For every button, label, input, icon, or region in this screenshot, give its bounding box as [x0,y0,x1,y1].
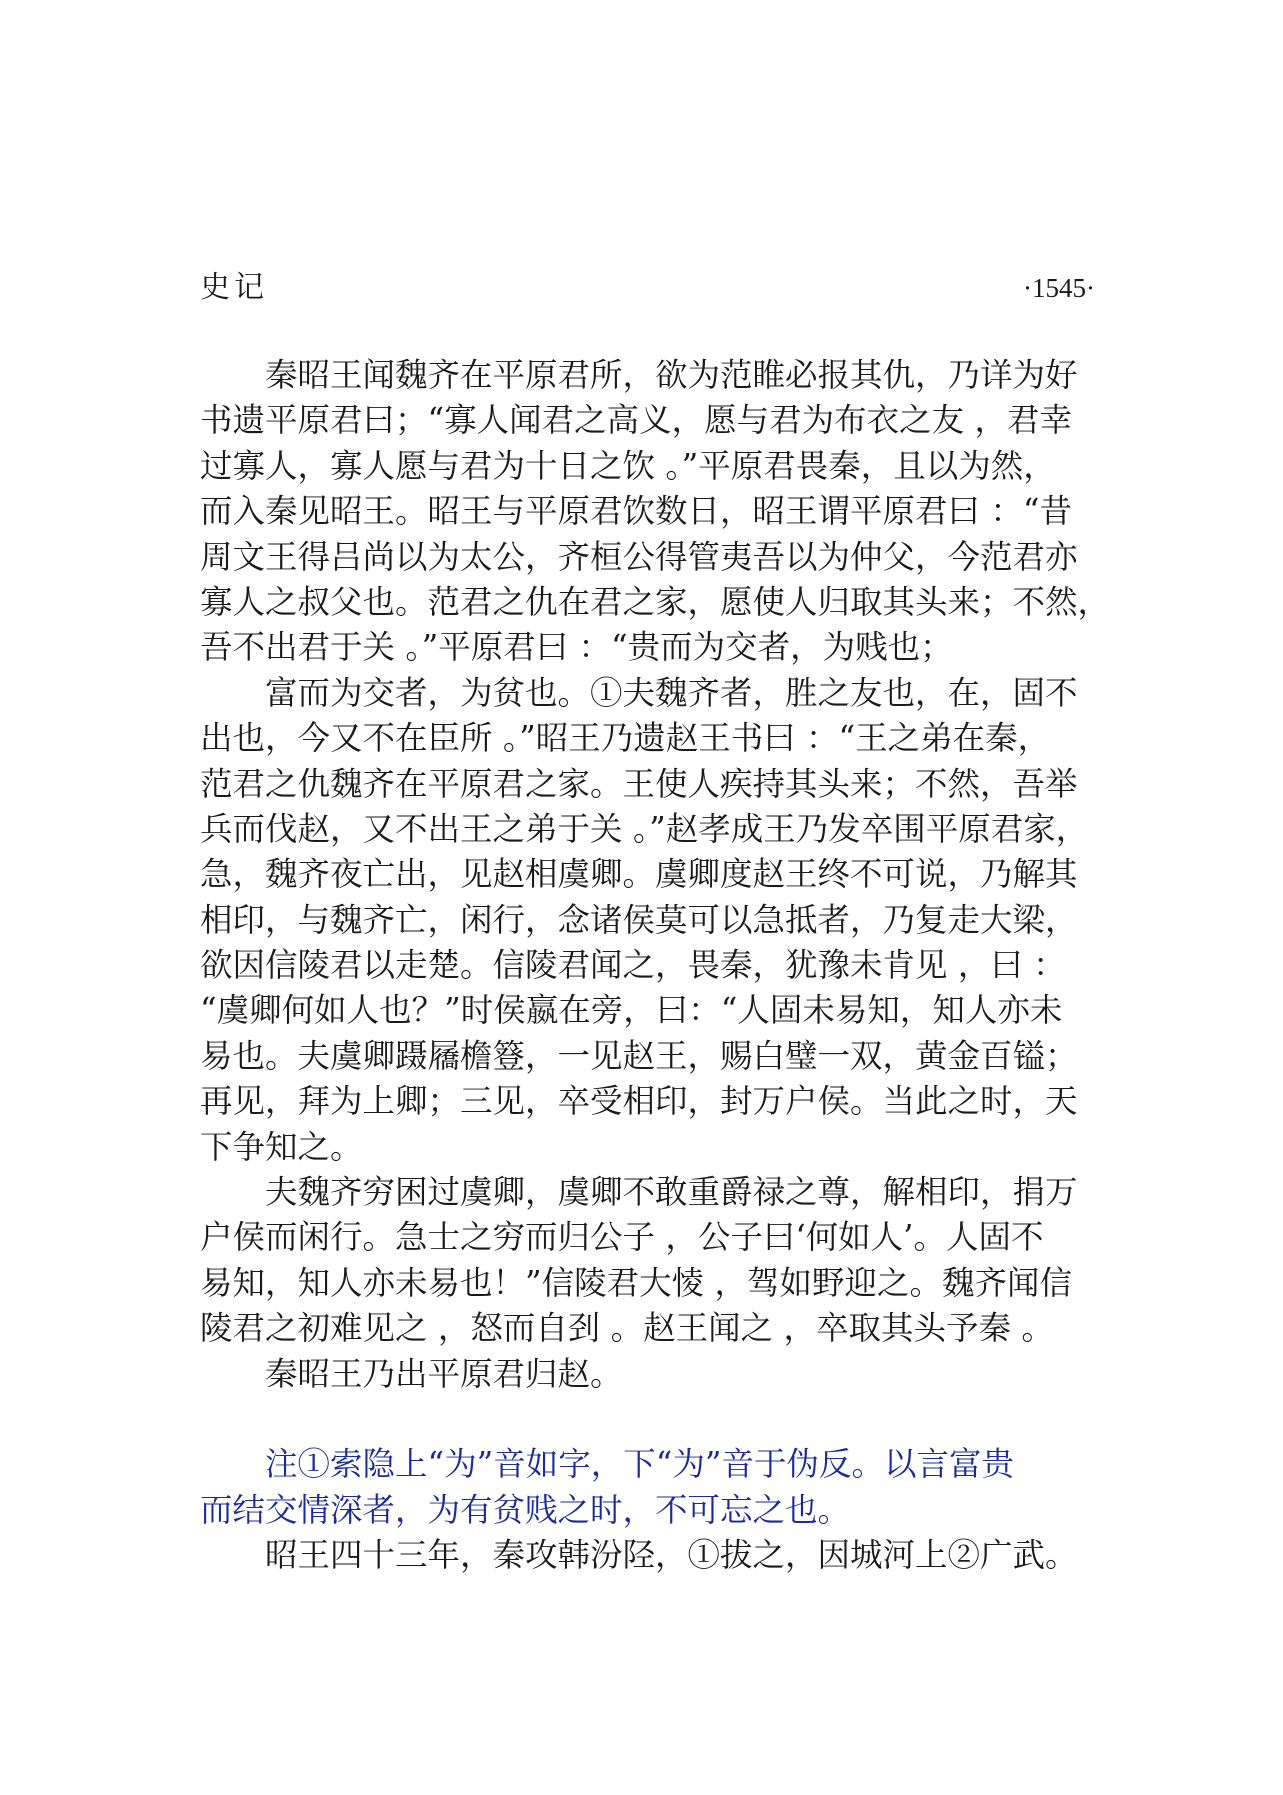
text-line: 夫魏齐穷困过虞卿，虞卿不敢重爵禄之尊，解相印，捐万 [265,1173,1078,1212]
text-line: 易也。夫虞卿蹑屩檐簦，一见赵王，赐白璧一双，黄金百镒； [200,1036,1078,1075]
text-line: “虞卿何如人也？”时侯嬴在旁，曰：“人固未易知，知人亦未 [200,991,1063,1030]
text-line: 过寡人，寡人愿与君为十日之饮 。”平原君畏秦，且以为然， [200,446,1056,485]
text-line: 书遗平原君曰；“寡人闻君之高义，愿与君为布衣之友 ，君幸 [200,401,1072,440]
text-line: 相印，与魏齐亡，闲行，念诸侯莫可以急抵者，乃复走大梁， [200,900,1078,939]
text-line: 急，魏齐夜亡出，见赵相虞卿。虞卿度赵王终不可说，乃解其 [200,855,1078,894]
blank-line [200,1397,1095,1442]
footnote-line: 而结交情深者，为有贫贱之时，不可忘之也。 [200,1490,851,1529]
text-line: 吾不出君于关 。”平原君曰 ：“贵而为交者，为贱也； [200,628,953,667]
text-line: 欲因信陵君以走楚。信陵君闻之，畏秦，犹豫未肯见 ，曰 ： [200,946,1066,985]
book-title: 史记 [200,270,268,305]
text-line: 兵而伐赵，又不出王之弟于关 。”赵孝成王乃发卒围平原君家， [200,809,1089,848]
text-line: 秦昭王闻魏齐在平原君所，欲为范睢必报其仇，乃详为好 [265,356,1078,394]
text-line: 出也，今又不在臣所 。”昭王乃遗赵王书曰 ：“王之弟在秦， [200,719,1051,758]
text-line: 周文王得吕尚以为太公，齐桓公得管夷吾以为仲父，今范君亦 [200,537,1078,576]
footnote-line: 注①索隐上“为”音如字，下“为”音于伪反。以言富贵 [265,1445,1014,1484]
text-line: 陵君之初难见之 ，怒而自刭 。赵王闻之 ，卒取其头予秦 。 [200,1309,1054,1348]
text-line: 富而为交者，为贫也。①夫魏齐者，胜之友也，在，固不 [265,673,1078,712]
text-line: 户侯而闲行。急士之穷而归公子 ，公子曰‘何如人’。人固不 [200,1218,1044,1257]
text-line: 再见，拜为上卿；三见，卒受相印，封万户侯。当此之时，天 [200,1082,1078,1121]
text-line: 范君之仇魏齐在平原君之家。王使人疾持其头来；不然，吾举 [200,764,1078,803]
text-line: 而入秦见昭王。昭王与平原君饮数日，昭王谓平原君曰 ：“昔 [200,492,1072,531]
text-line: 下争知之。 [200,1127,363,1166]
page-header [200,268,1095,308]
text-line: 秦昭王乃出平原君归赵。 [265,1354,623,1393]
text-line: 寡人之叔父也。范君之仇在君之家，愿使人归取其头来；不然， [200,582,1111,621]
main-text [200,353,1111,1579]
text-line: 易知，知人亦未易也！”信陵君大㥄 ，驾如野迎之。魏齐闻信 [200,1263,1072,1302]
page-number: ·1545· [1023,273,1095,303]
text-line: 昭王四十三年，秦攻韩汾陉，①拔之，因城河上②广武。 [265,1536,1078,1575]
